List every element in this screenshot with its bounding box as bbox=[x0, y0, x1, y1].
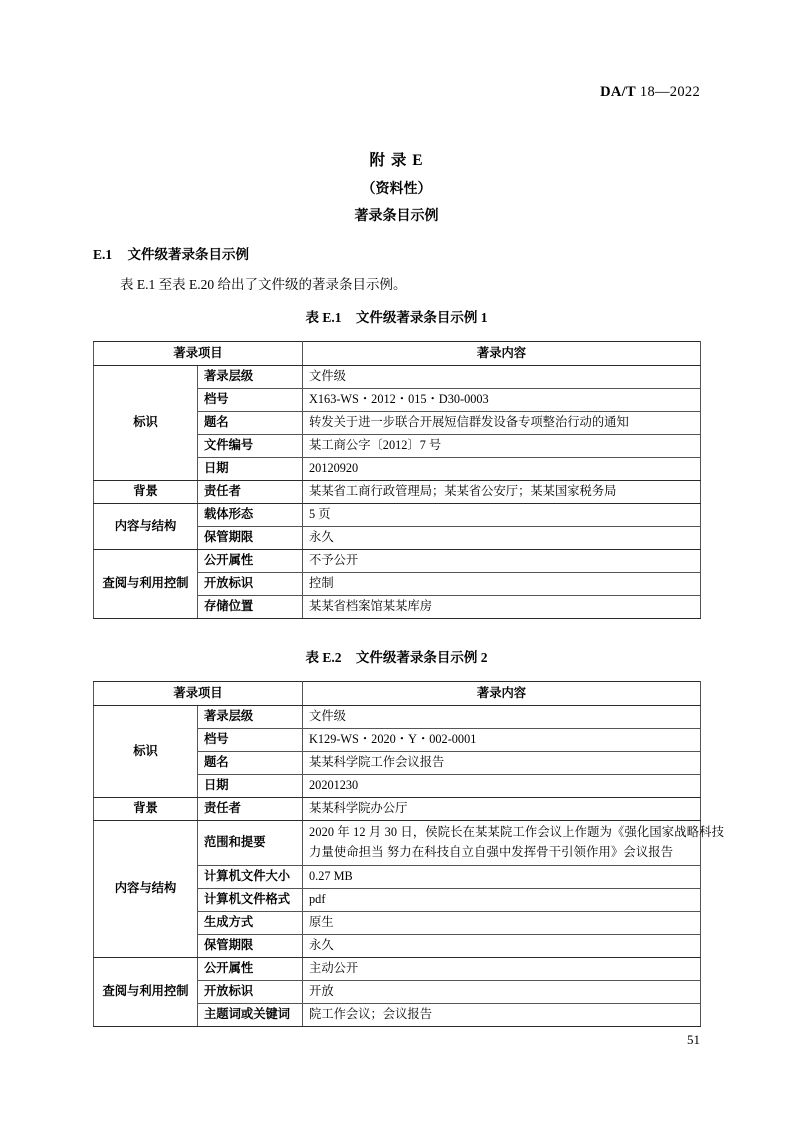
item-label: 日期 bbox=[198, 458, 303, 481]
standard-code: DA/T bbox=[600, 84, 636, 100]
item-value: 5 页 bbox=[303, 504, 701, 527]
group-label: 查阅与利用控制 bbox=[94, 550, 198, 619]
annex-kind: （资料性） bbox=[361, 182, 432, 198]
item-label: 题名 bbox=[198, 752, 303, 775]
page-number: 51 bbox=[687, 1032, 700, 1047]
item-value-line-1: 2020 年 12 月 30 日，侯院长在某某院工作会议上作题为《强化国家战略科技 bbox=[309, 825, 725, 839]
clause-number: E.1 bbox=[93, 247, 113, 262]
table-2-caption bbox=[0, 646, 793, 666]
item-value: 文件级 bbox=[303, 706, 701, 729]
item-label: 计算机文件大小 bbox=[198, 865, 303, 888]
group-label: 内容与结构 bbox=[94, 504, 198, 550]
item-value: 院工作会议；会议报告 bbox=[303, 1003, 701, 1026]
item-label: 著录层级 bbox=[198, 366, 303, 389]
item-label: 开放标识 bbox=[198, 980, 303, 1003]
item-label: 题名 bbox=[198, 412, 303, 435]
item-label: 档号 bbox=[198, 729, 303, 752]
annex-subject: 著录条目示例 bbox=[354, 209, 439, 225]
table-2-caption-number: 表 E.2 bbox=[305, 650, 342, 665]
item-value: 永久 bbox=[303, 934, 701, 957]
item-value: 某某科学院工作会议报告 bbox=[303, 752, 701, 775]
item-value: 转发关于进一步联合开展短信群发设备专项整治行动的通知 bbox=[303, 412, 701, 435]
item-value-line-2: 力量使命担当 努力在科技自立自强中发挥骨干引领作用》会议报告 bbox=[309, 844, 674, 859]
group-label: 查阅与利用控制 bbox=[94, 957, 198, 1026]
item-label: 责任者 bbox=[198, 798, 303, 821]
item-label: 范围和提要 bbox=[198, 821, 303, 866]
table-row bbox=[94, 957, 701, 980]
item-value bbox=[303, 821, 725, 866]
table-1-caption bbox=[0, 306, 793, 326]
item-label: 存储位置 bbox=[198, 596, 303, 619]
item-value: 某工商公字〔2012〕7 号 bbox=[303, 435, 701, 458]
column-header-item: 著录项目 bbox=[94, 342, 303, 366]
item-label: 生成方式 bbox=[198, 911, 303, 934]
table-row bbox=[94, 798, 701, 821]
item-label: 保管期限 bbox=[198, 527, 303, 550]
description-table-2 bbox=[93, 681, 725, 1027]
item-label: 著录层级 bbox=[198, 706, 303, 729]
item-value: K129-WS・2020・Y・002-0001 bbox=[303, 729, 701, 752]
table-2-caption-title: 文件级著录条目示例 2 bbox=[355, 650, 488, 665]
item-label: 载体形态 bbox=[198, 504, 303, 527]
group-label: 标识 bbox=[94, 366, 198, 481]
description-table-1 bbox=[93, 341, 701, 619]
table-row bbox=[94, 821, 701, 866]
item-value: 20201230 bbox=[303, 775, 701, 798]
column-header-content: 著录内容 bbox=[303, 342, 701, 366]
table-row bbox=[94, 481, 701, 504]
item-value: pdf bbox=[303, 888, 701, 911]
column-header-item: 著录项目 bbox=[94, 682, 303, 706]
item-label: 计算机文件格式 bbox=[198, 888, 303, 911]
item-value: 0.27 MB bbox=[303, 865, 701, 888]
column-header-content: 著录内容 bbox=[303, 682, 701, 706]
group-label: 内容与结构 bbox=[94, 821, 198, 958]
clause-title: 文件级著录条目示例 bbox=[127, 247, 250, 262]
item-value: 某某省档案馆某某库房 bbox=[303, 596, 701, 619]
group-label: 标识 bbox=[94, 706, 198, 798]
table-row bbox=[94, 706, 701, 729]
table-1-caption-number: 表 E.1 bbox=[305, 310, 342, 325]
table-row bbox=[94, 366, 701, 389]
item-label: 保管期限 bbox=[198, 934, 303, 957]
item-value: X163-WS・2012・015・D30-0003 bbox=[303, 389, 701, 412]
item-label: 责任者 bbox=[198, 481, 303, 504]
item-value: 永久 bbox=[303, 527, 701, 550]
item-label: 档号 bbox=[198, 389, 303, 412]
item-value: 某某省工商行政管理局；某某省公安厅；某某国家税务局 bbox=[303, 481, 701, 504]
running-header bbox=[600, 84, 700, 101]
table-row bbox=[94, 342, 701, 366]
item-value: 开放 bbox=[303, 980, 701, 1003]
item-label: 开放标识 bbox=[198, 573, 303, 596]
table-1-caption-title: 文件级著录条目示例 1 bbox=[355, 310, 488, 325]
group-label: 背景 bbox=[94, 798, 198, 821]
annex-title-block bbox=[0, 152, 793, 225]
item-value: 20120920 bbox=[303, 458, 701, 481]
item-label: 主题词或关键词 bbox=[198, 1003, 303, 1026]
item-value: 主动公开 bbox=[303, 957, 701, 980]
item-value: 某某科学院办公厅 bbox=[303, 798, 701, 821]
annex-label: 附 录 E bbox=[369, 152, 424, 169]
item-label: 公开属性 bbox=[198, 550, 303, 573]
table-row bbox=[94, 682, 701, 706]
item-value: 控制 bbox=[303, 573, 701, 596]
item-label: 文件编号 bbox=[198, 435, 303, 458]
table-row bbox=[94, 504, 701, 527]
item-value: 文件级 bbox=[303, 366, 701, 389]
item-value: 原生 bbox=[303, 911, 701, 934]
item-label: 日期 bbox=[198, 775, 303, 798]
group-label: 背景 bbox=[94, 481, 198, 504]
clause-heading bbox=[93, 243, 249, 263]
table-row bbox=[94, 550, 701, 573]
item-value: 不予公开 bbox=[303, 550, 701, 573]
standard-number: 18—2022 bbox=[639, 84, 700, 100]
item-label: 公开属性 bbox=[198, 957, 303, 980]
clause-body-text: 表 E.1 至表 E.20 给出了文件级的著录条目示例。 bbox=[120, 277, 407, 292]
